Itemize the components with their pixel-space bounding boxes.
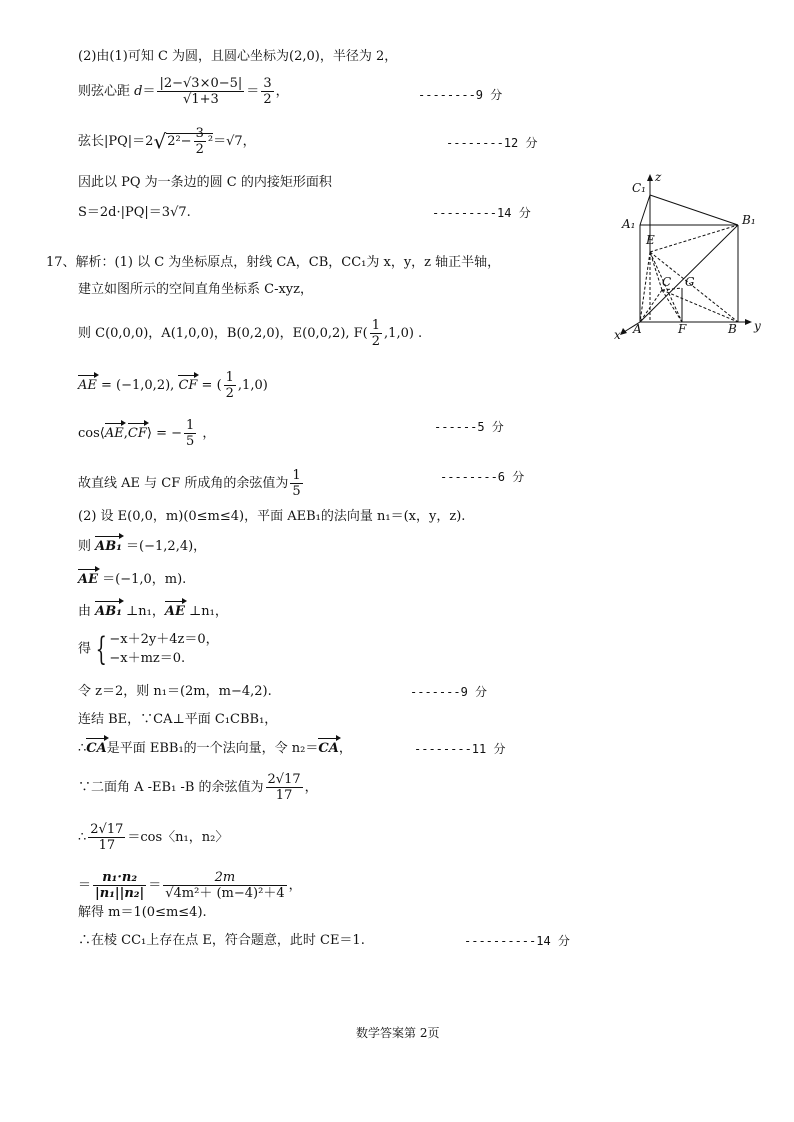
q17-line-9-post: ＝(−1,0，m). <box>98 572 187 587</box>
q17-line-3-post: ,1,0) . <box>384 326 423 341</box>
q17-line-4-post: ,1,0) <box>237 378 268 393</box>
q17-line-3-pre: 则 C(0,0,0)，A(1,0,0)，B(0,2,0)，E(0,0,2), F( <box>78 326 368 341</box>
p2-line-3-pre: 弦长|PQ|＝2 <box>78 134 154 149</box>
p2-line-2-d: d <box>134 84 143 99</box>
segment-e-a <box>640 252 650 322</box>
q17-line-16-frac <box>88 822 125 853</box>
score-9b: -------9 分 <box>410 685 488 699</box>
page-footer: 数学答案第 2页 <box>356 1026 440 1040</box>
p2-line-3-in: 2²− <box>167 134 192 149</box>
q17-line-15-fn: 2√17 <box>267 772 301 787</box>
label-z: z <box>655 170 662 184</box>
label-g: G <box>685 275 695 289</box>
q17-line-4-fd: 2 <box>225 386 234 401</box>
score-12: --------12 分 <box>446 136 538 150</box>
edge-c1-a1 <box>640 195 650 225</box>
q17-line-12: 令 z＝2，则 n₁＝(2m，m−4,2). <box>78 684 272 699</box>
p2-line-1: (2)由(1)可知 C 为圆，且圆心坐标为(2,0)，半径为 2， <box>78 49 398 64</box>
p2-distance-den: √1+3 <box>183 92 219 107</box>
p2-distance-result <box>261 76 273 107</box>
vector-ae-4: AE <box>164 604 185 619</box>
q17-line-5-frac <box>184 418 196 449</box>
q17-line-10 <box>78 603 228 621</box>
vector-cf-2: CF <box>127 426 147 441</box>
vector-ae-2: AE <box>104 426 124 441</box>
edge-c1-b1 <box>650 195 738 225</box>
q17-line-10-post: ⊥n₁， <box>184 604 228 619</box>
q17-line-3-frac <box>370 318 382 349</box>
arrow-z-icon <box>647 174 653 181</box>
p2-line-2-eq2: ＝ <box>246 84 260 99</box>
q17-line-2: 建立如图所示的空间直角坐标系 C-xyz， <box>78 282 313 297</box>
label-e: E <box>646 233 655 247</box>
p2-line-4: 因此以 PQ 为一条边的圆 C 的内接矩形面积 <box>78 175 332 190</box>
equation-1: −x＋2y＋4z＝0， <box>109 632 219 647</box>
q17-line-6-fn: 1 <box>292 468 301 483</box>
q17-line-10-pre: 由 <box>78 604 96 619</box>
q17-line-10-mid: ⊥n₁， <box>121 604 165 619</box>
prism-figure <box>610 170 770 340</box>
q17-line-16 <box>78 822 228 853</box>
equation-system <box>109 630 218 668</box>
q17-line-14-mid: 是平面 EBB₁的一个法向量，令 n₂＝ <box>106 741 319 756</box>
q17-line-15-pre: ∵二面角 A -EB₁ -B 的余弦值为 <box>78 780 264 795</box>
segment-c-e <box>650 252 662 290</box>
q17-line-4-mid: = (−1,0,2), <box>96 378 179 393</box>
q17-line-5-mid: ⟩ = − <box>146 426 182 441</box>
vector-ab1: AB₁ <box>95 539 122 554</box>
vector-ae-3: AE <box>78 572 98 587</box>
label-y: y <box>754 319 761 333</box>
q17-line-15-post: ， <box>304 780 318 795</box>
p2-line-3-post: ＝√7， <box>213 134 256 149</box>
q17-line-16-fn: 2√17 <box>90 822 124 837</box>
score-11: --------11 分 <box>414 742 506 756</box>
q17-line-14-post: ， <box>338 741 352 756</box>
q17-line-18: 解得 m＝1(0≤m≤4). <box>78 905 207 920</box>
q17-line-5-comma: , <box>123 426 128 441</box>
q17-line-8 <box>78 538 206 556</box>
score-14b: ----------14 分 <box>464 934 570 948</box>
sqrt-sign: √ <box>153 129 167 154</box>
q17-line-17-frac1 <box>93 870 146 901</box>
p2-line-3-sq: ² <box>207 134 214 149</box>
q17-line-3 <box>78 318 422 349</box>
q17-line-14 <box>78 740 352 758</box>
q17-line-17-eq2: ＝ <box>148 878 162 893</box>
p2-line-2 <box>78 76 289 107</box>
label-a1: A₁ <box>622 217 636 231</box>
p2-line-3-frac <box>194 126 206 157</box>
q17-line-19: ∴在棱 CC₁上存在点 E，符合题意，此时 CE＝1. <box>78 933 365 948</box>
label-f: F <box>678 322 687 336</box>
label-b: B <box>728 322 737 336</box>
q17-line-17-frac2 <box>163 870 286 901</box>
q17-line-4-mid2: = ( <box>197 378 222 393</box>
p2-distance-result-num: 3 <box>263 76 272 91</box>
q17-line-5 <box>78 418 215 449</box>
q17-line-14-pre: ∴ <box>78 741 87 756</box>
left-brace: { <box>95 630 107 668</box>
q17-line-17-gn: 2m <box>163 870 286 886</box>
p2-line-3-radicand <box>166 126 214 157</box>
p2-line-3 <box>78 126 256 157</box>
q17-line-3-fn: 1 <box>371 318 381 333</box>
p2-line-3-fn: 3 <box>195 126 204 141</box>
q17-line-5-fn: 1 <box>185 418 195 433</box>
equation-2: −x＋mz＝0. <box>109 651 186 666</box>
arrow-y-icon <box>745 319 752 325</box>
q17-line-4-frac <box>224 370 236 401</box>
vector-ae: AE <box>78 378 97 393</box>
vector-ca-2: CA <box>318 741 339 756</box>
p2-distance-result-den: 2 <box>263 92 272 107</box>
vector-ca: CA <box>86 741 107 756</box>
q17-line-11-pre: 得 <box>78 641 92 657</box>
q17-line-8-pre: 则 <box>78 539 96 554</box>
q17-line-17-fd: |n₁||n₂| <box>95 886 145 901</box>
p2-distance-num: |2−√3×0−5| <box>159 76 243 91</box>
label-c: C <box>662 275 672 289</box>
label-b1: B₁ <box>742 213 756 227</box>
segment-c-a <box>640 290 662 322</box>
label-x: x <box>614 328 621 340</box>
q17-line-6 <box>78 468 305 499</box>
q17-line-16-fd: 17 <box>98 838 116 853</box>
q17-line-9 <box>78 571 186 589</box>
p2-distance-fraction <box>157 76 244 107</box>
q17-line-6-frac <box>290 468 302 499</box>
q17-line-1: 17、解析：(1) 以 C 为坐标原点，射线 CA，CB，CC₁为 x，y，z 轴正半轴， <box>46 255 501 270</box>
p2-line-3-fd: 2 <box>195 142 204 157</box>
q17-line-6-fd: 5 <box>292 484 301 499</box>
score-14a: ---------14 分 <box>432 206 531 220</box>
q17-line-17-post: ， <box>288 878 302 893</box>
q17-line-15 <box>78 772 318 803</box>
q17-line-6-pre: 故直线 AE 与 CF 所成角的余弦值为 <box>78 476 289 491</box>
score-9: --------9 分 <box>418 88 503 102</box>
p2-line-2-tail: ， <box>275 84 289 99</box>
q17-line-15-fd: 17 <box>275 788 293 803</box>
arrow-x-icon <box>620 328 627 335</box>
q17-line-4 <box>78 370 268 401</box>
q17-line-17-eq: ＝ <box>78 878 92 893</box>
score-6: --------6 分 <box>440 470 525 484</box>
q17-line-15-frac <box>266 772 303 803</box>
q17-line-5-post: ， <box>198 426 216 441</box>
label-c1: C₁ <box>632 181 646 195</box>
q17-line-7: (2) 设 E(0,0，m)(0≤m≤4)，平面 AEB₁的法向量 n₁＝(x，y，z). <box>78 509 466 524</box>
label-a: A <box>633 322 642 336</box>
q17-line-17-fn: n₁·n₂ <box>93 870 146 886</box>
q17-line-11 <box>78 630 219 668</box>
vector-cf: CF <box>178 378 198 393</box>
q17-line-13: 连结 BE，∵CA⊥平面 C₁CBB₁， <box>78 712 278 727</box>
q17-line-3-fd: 2 <box>371 334 381 349</box>
q17-line-5-fd: 5 <box>185 434 195 449</box>
q17-line-16-post: ＝cos〈n₁，n₂〉 <box>127 830 229 845</box>
p2-line-2-pre: 则弦心距 <box>78 84 135 99</box>
q17-line-4-fn: 1 <box>225 370 234 385</box>
q17-line-5-pre: cos⟨ <box>78 426 105 441</box>
vector-ab1-2: AB₁ <box>95 604 122 619</box>
score-5: ------5 分 <box>434 420 504 434</box>
q17-line-8-post: ＝(−1,2,4)， <box>121 539 207 554</box>
q17-line-17 <box>78 870 302 901</box>
q17-line-17-gd: √4m²＋ (m−4)²＋4 <box>165 886 285 901</box>
segment-c-b <box>662 290 738 322</box>
q17-line-16-pre: ∴ <box>78 830 87 845</box>
segment-c-f <box>662 290 682 322</box>
p2-line-5: S＝2d·|PQ|＝3√7. <box>78 205 191 220</box>
p2-line-2-eq1: ＝ <box>142 84 156 99</box>
